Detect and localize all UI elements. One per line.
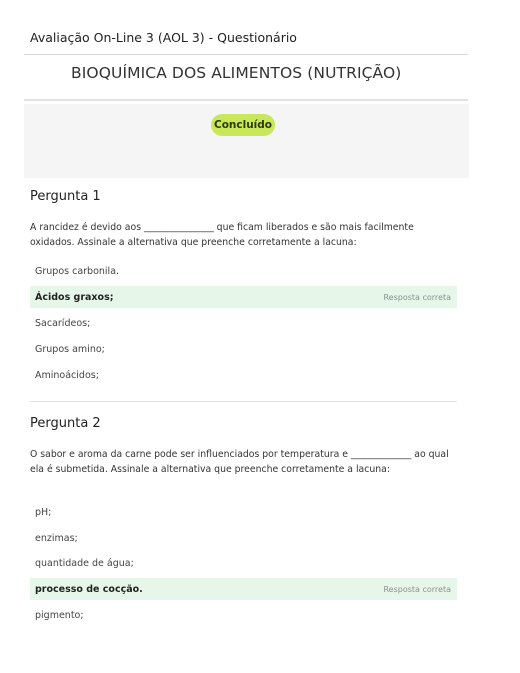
option-label: enzimas;: [35, 532, 78, 544]
question-2-option-e[interactable]: [30, 604, 457, 626]
option-label: Sacarídeos;: [35, 317, 91, 329]
option-label: pigmento;: [35, 609, 84, 621]
option-label: pH;: [35, 506, 52, 518]
question-1-option-e[interactable]: [30, 364, 457, 386]
option-label: processo de cocção.: [35, 583, 143, 595]
question-divider: [30, 401, 457, 402]
question-2-option-a[interactable]: [30, 501, 457, 523]
option-label: Grupos amino;: [35, 343, 105, 355]
option-label: Ácidos graxos;: [35, 291, 114, 303]
option-label: Aminoácidos;: [35, 369, 99, 381]
header-divider: [24, 54, 468, 55]
status-badge: Concluído: [211, 114, 275, 136]
question-1-text: A rancidez é devido aos _______________ que ficam liberados e são mais facilmente oxidados. Assinale a alternativa que preenche corretamente a lacuna:: [30, 222, 414, 248]
question-2-option-c[interactable]: [30, 552, 457, 574]
question-2-text: O sabor e aroma da carne pode ser influenciados por temperatura e _____________ ao qual ela é submetida. Assinale a alternativa que preenche corretamente a lacuna:: [30, 449, 449, 475]
question-1-option-d[interactable]: [30, 338, 457, 360]
correct-answer-tag: Resposta correta: [383, 584, 451, 594]
question-2-option-d[interactable]: [30, 578, 457, 600]
correct-answer-tag: Resposta correta: [383, 292, 451, 302]
title-divider: [24, 99, 468, 101]
question-1-option-a[interactable]: [30, 260, 457, 282]
option-label: quantidade de água;: [35, 557, 134, 569]
question-2-option-b[interactable]: [30, 527, 457, 549]
question-1-option-c[interactable]: [30, 312, 457, 334]
page-title: Avaliação On-Line 3 (AOL 3) - Questionário: [30, 30, 297, 45]
question-1-title: Pergunta 1: [30, 189, 101, 204]
question-2-title: Pergunta 2: [30, 416, 101, 431]
option-label: Grupos carbonila.: [35, 265, 120, 277]
question-1-option-b[interactable]: [30, 286, 457, 308]
course-title: BIOQUÍMICA DOS ALIMENTOS (NUTRIÇÃO): [71, 64, 402, 82]
